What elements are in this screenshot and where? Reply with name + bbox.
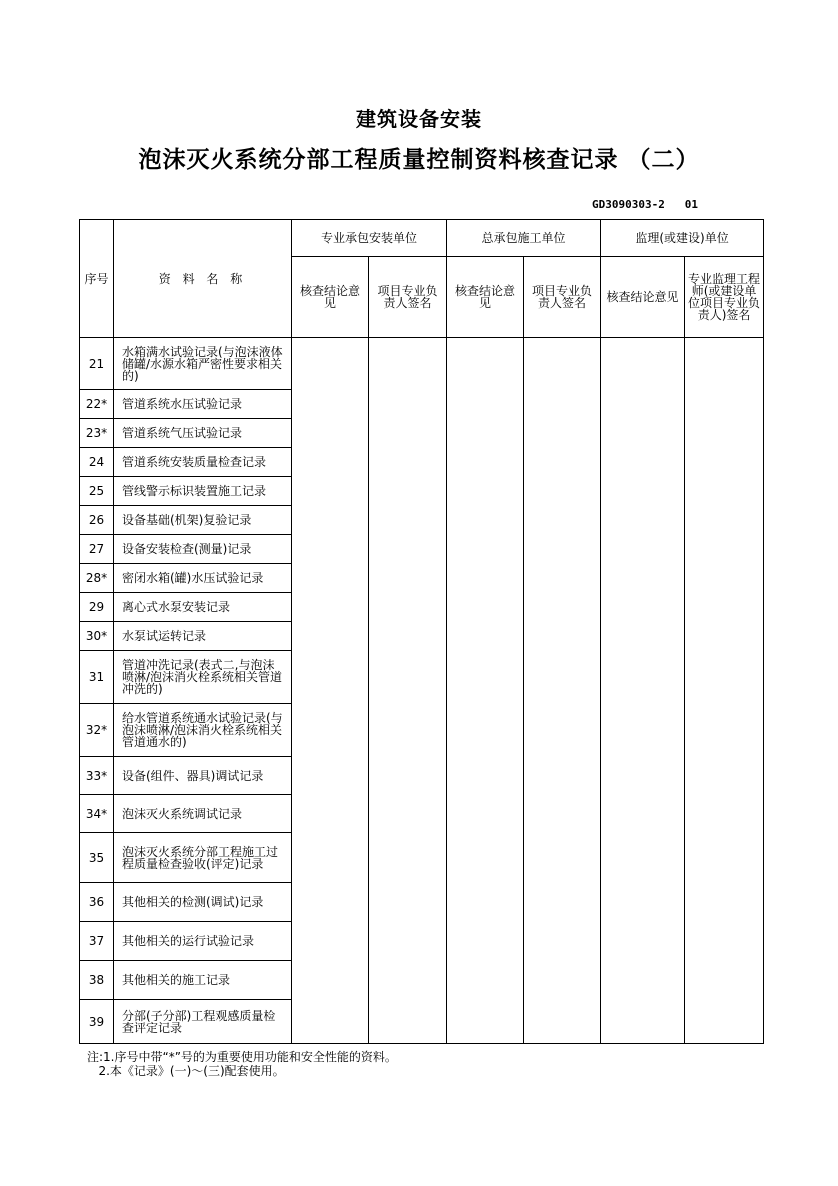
row-serial: 23*: [80, 419, 114, 448]
header-group-supervisor: 监理(或建设)单位: [601, 220, 764, 257]
row-serial: 28*: [80, 564, 114, 593]
document-subtitle: 建筑设备安装: [356, 107, 482, 131]
row-doc-name: 水箱满水试验记录(与泡沫液体储罐/水源水箱严密性要求相关的): [114, 338, 292, 390]
header-sub-conclusion: 核查结论意见: [447, 257, 524, 338]
row-serial: 31: [80, 651, 114, 704]
row-doc-name: 管道系统气压试验记录: [114, 419, 292, 448]
row-input-cell[interactable]: [524, 338, 601, 1044]
row-doc-name: 其他相关的检测(调试)记录: [114, 883, 292, 922]
header-sub-conclusion: 核查结论意见: [292, 257, 369, 338]
table-row: [80, 338, 764, 390]
row-input-cell[interactable]: [447, 338, 524, 1044]
row-serial: 37: [80, 922, 114, 961]
row-serial: 29: [80, 593, 114, 622]
row-input-cell[interactable]: [292, 338, 369, 1044]
row-doc-name: 设备基础(机架)复验记录: [114, 506, 292, 535]
header-sub-supervisor-signature: 专业监理工程师(或建设单位项目专业负责人)签名: [685, 257, 764, 338]
row-serial: 22*: [80, 390, 114, 419]
row-doc-name: 水泵试运转记录: [114, 622, 292, 651]
row-doc-name: 泡沫灭火系统分部工程施工过程质量检查验收(评定)记录: [114, 833, 292, 883]
row-doc-name: 其他相关的施工记录: [114, 961, 292, 1000]
inspection-table: [79, 219, 764, 1044]
footnotes: [87, 1050, 397, 1078]
row-serial: 27: [80, 535, 114, 564]
footnote-line: 2.本《记录》(一)～(三)配套使用。: [87, 1064, 285, 1078]
row-doc-name: 离心式水泵安装记录: [114, 593, 292, 622]
row-doc-name: 管道系统水压试验记录: [114, 390, 292, 419]
header-sub-signature: 项目专业负责人签名: [524, 257, 601, 338]
row-serial: 39: [80, 1000, 114, 1044]
row-doc-name: 其他相关的运行试验记录: [114, 922, 292, 961]
row-doc-name: 泡沫灭火系统调试记录: [114, 795, 292, 833]
document-title: 泡沫灭火系统分部工程质量控制资料核查记录 （二）: [138, 147, 700, 173]
row-doc-name: 给水管道系统通水试验记录(与泡沫喷淋/泡沫消火栓系统相关管道通水的): [114, 704, 292, 757]
row-doc-name: 设备安装检查(测量)记录: [114, 535, 292, 564]
row-serial: 32*: [80, 704, 114, 757]
header-doc-name: 资 料 名 称: [114, 220, 292, 338]
row-doc-name: 管道系统安装质量检查记录: [114, 448, 292, 477]
row-serial: 24: [80, 448, 114, 477]
form-code: GD3090303-2 01: [592, 198, 698, 211]
header-sub-conclusion: 核查结论意见: [601, 257, 685, 338]
row-input-cell[interactable]: [685, 338, 764, 1044]
row-serial: 33*: [80, 757, 114, 795]
row-serial: 34*: [80, 795, 114, 833]
row-serial: 38: [80, 961, 114, 1000]
header-group-general-contractor: 总承包施工单位: [447, 220, 601, 257]
header-sub-signature: 项目专业负责人签名: [369, 257, 447, 338]
row-serial: 26: [80, 506, 114, 535]
row-serial: 21: [80, 338, 114, 390]
header-group-subcontractor: 专业承包安装单位: [292, 220, 447, 257]
row-serial: 30*: [80, 622, 114, 651]
row-doc-name: 密闭水箱(罐)水压试验记录: [114, 564, 292, 593]
row-serial: 25: [80, 477, 114, 506]
footnote-line: 注:1.序号中带“*”号的为重要使用功能和安全性能的资料。: [87, 1050, 397, 1064]
row-serial: 35: [80, 833, 114, 883]
row-input-cell[interactable]: [601, 338, 685, 1044]
row-input-cell[interactable]: [369, 338, 447, 1044]
row-doc-name: 管线警示标识装置施工记录: [114, 477, 292, 506]
row-doc-name: 分部(子分部)工程观感质量检查评定记录: [114, 1000, 292, 1044]
header-serial: 序号: [80, 220, 114, 338]
row-doc-name: 管道冲洗记录(表式二,与泡沫喷淋/泡沫消火栓系统相关管道冲洗的): [114, 651, 292, 704]
row-doc-name: 设备(组件、器具)调试记录: [114, 757, 292, 795]
row-serial: 36: [80, 883, 114, 922]
